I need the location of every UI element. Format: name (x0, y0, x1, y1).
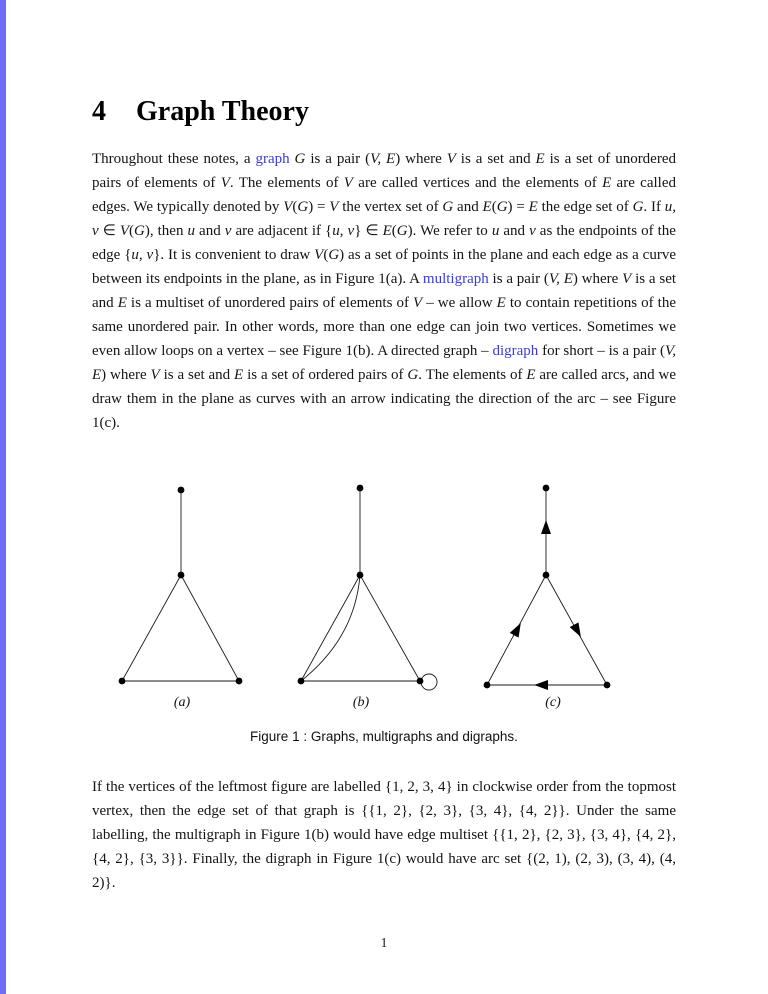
figure-label-b: (b) (352, 695, 370, 710)
section-title: Graph Theory (136, 96, 309, 127)
vertex (484, 682, 491, 689)
text-segment: is a set and (159, 367, 235, 383)
math-variable: E (117, 295, 127, 311)
text-segment: ( (391, 223, 397, 239)
text-segment: ). We refer to (407, 223, 492, 239)
math-variable: V, E (370, 151, 396, 167)
text-segment: for short – is a pair ( (538, 343, 666, 359)
math-variable: E (526, 367, 536, 383)
text-segment: and (453, 199, 483, 215)
page-number: 1 (380, 936, 388, 951)
math-variable: V (413, 295, 423, 311)
math-variable: V (220, 175, 230, 191)
text-segment: as the endpoints of the edge { (92, 223, 676, 263)
math-variable: G (442, 199, 454, 215)
inline-link[interactable]: multigraph (422, 271, 489, 287)
math-variable: G (328, 247, 340, 263)
vertex (417, 678, 424, 685)
text-segment: ) as a set of points in the plane and each edge as a curve between its endpoints in the plane, as in Figure 1(a). A (92, 247, 676, 287)
vertex (543, 485, 550, 492)
figure-caption: Figure 1 : Graphs, multigraphs and digraphs. (250, 729, 518, 744)
figure-1-graphics (0, 470, 768, 720)
text-segment: . The elements of (229, 175, 344, 191)
math-variable: v (224, 223, 232, 239)
vertex (604, 682, 611, 689)
math-variable: V (150, 367, 160, 383)
math-variable: E (234, 367, 244, 383)
subfigure-multigraph-b (298, 485, 437, 710)
arrow-up-right-icon (510, 621, 525, 638)
text-segment: and (195, 223, 225, 239)
math-variable: E (535, 151, 545, 167)
inline-link[interactable]: graph (255, 151, 290, 167)
math-variable: v (529, 223, 536, 239)
math-variable: V (446, 151, 456, 167)
subfigure-digraph-c (484, 485, 611, 710)
text-segment: ( (491, 199, 497, 215)
text-segment: the vertex set of (338, 199, 443, 215)
vertex (357, 572, 364, 579)
text-segment: ) = (507, 199, 529, 215)
text-segment: If the vertices of the leftmost figure are labelled {1, 2, 3, 4} in clockwise order from the topmost vertex, then the edge set of that graph is {{1, 2}, {2, 3}, {3, 4}, {4, 2}}. Under the same labelling, the multigraph in Figure 1(b) would have edge multiset {{1, 2}, {2, 3}, {3, 4}, {4, 2}, {4, 2}, {3, 3}}. Finally, the digraph in Figure 1(c) would have arc set {(2, 1), (2, 3), (3, 4), (4, 2)}. (92, 779, 676, 891)
section-heading (92, 96, 309, 128)
vertex (236, 678, 243, 685)
text-segment: ( (292, 199, 298, 215)
text-segment: are called edges. We typically denoted by (92, 175, 676, 215)
math-variable: G (632, 199, 644, 215)
text-segment: ) where (572, 271, 623, 287)
text-segment: is a set of ordered pairs of (243, 367, 408, 383)
math-variable: u, v (332, 223, 355, 239)
figure-label-c: (c) (545, 695, 561, 710)
text-segment: } ∈ (354, 223, 383, 239)
math-variable: E (528, 199, 538, 215)
math-variable: E (496, 295, 506, 311)
math-variable: G (134, 223, 145, 239)
text-segment: the edge set of (537, 199, 633, 215)
math-variable: G (407, 367, 419, 383)
inline-link[interactable]: digraph (492, 343, 539, 359)
math-variable: G (496, 199, 508, 215)
text-segment: . If (643, 199, 665, 215)
text-segment: ) where (395, 151, 447, 167)
text-segment: is a pair ( (305, 151, 371, 167)
text-segment: and (499, 223, 530, 239)
math-variable: V (283, 199, 293, 215)
text-segment: ∈ (98, 223, 120, 239)
figure-label-a: (a) (173, 695, 191, 710)
vertex (178, 487, 185, 494)
text-segment: ( (129, 223, 134, 239)
vertex (178, 572, 185, 579)
paragraph-2 (92, 775, 676, 895)
math-variable: u (491, 223, 500, 239)
math-variable: G (294, 151, 306, 167)
math-variable: V (622, 271, 632, 287)
math-variable: V (314, 247, 324, 263)
text-segment: is a set and (92, 271, 677, 311)
text-segment: is a set of unordered pairs of elements of (92, 151, 676, 191)
text-segment: are adjacent if { (231, 223, 333, 239)
vertex (543, 572, 550, 579)
arrow-down-right-icon (570, 622, 586, 639)
text-segment: ( (323, 247, 329, 263)
text-segment: ), then (144, 223, 188, 239)
math-variable: u, v (131, 247, 154, 263)
math-variable: E (482, 199, 492, 215)
text-segment: ) where (101, 367, 151, 383)
math-variable: G (297, 199, 309, 215)
math-variable: u (187, 223, 196, 239)
text-segment: – we allow (422, 295, 497, 311)
text-segment: Throughout these notes, a (92, 151, 256, 167)
arrow-up-icon (541, 520, 551, 534)
arrow-left-icon (534, 680, 548, 690)
text-segment: to contain repetitions of the same unordered pair. In other words, more than one edge can join two vertices. Sometimes we even allow loops on a vertex – see Figure 1(b). A directed graph – (92, 295, 676, 359)
section-number: 4 (92, 96, 106, 127)
math-variable: V, E (92, 343, 676, 383)
text-segment: ) = (308, 199, 330, 215)
text-segment: are called vertices and the elements of (352, 175, 603, 191)
vertex (298, 678, 305, 685)
vertex (119, 678, 126, 685)
text-segment: }. It is convenient to draw (153, 247, 315, 263)
math-variable: E (602, 175, 612, 191)
text-segment: are called arcs, and we draw them in the plane as curves with an arrow indicating the direction of the arc – see Figure 1(c). (92, 367, 677, 431)
math-variable: u, v (92, 199, 676, 239)
math-variable: V (343, 175, 353, 191)
text-segment: is a set and (455, 151, 536, 167)
math-variable: G (396, 223, 408, 239)
math-variable: V (329, 199, 339, 215)
loop-edge (421, 674, 437, 690)
math-variable: V, E (548, 271, 573, 287)
text-segment: is a multiset of unordered pairs of elements of (126, 295, 414, 311)
math-variable: V (119, 223, 129, 239)
text-segment: . The elements of (418, 367, 527, 383)
paragraph-1 (92, 147, 676, 435)
math-variable: E (382, 223, 392, 239)
subfigure-graph-a (119, 487, 243, 710)
text-segment: is a pair ( (488, 271, 549, 287)
vertex (357, 485, 364, 492)
